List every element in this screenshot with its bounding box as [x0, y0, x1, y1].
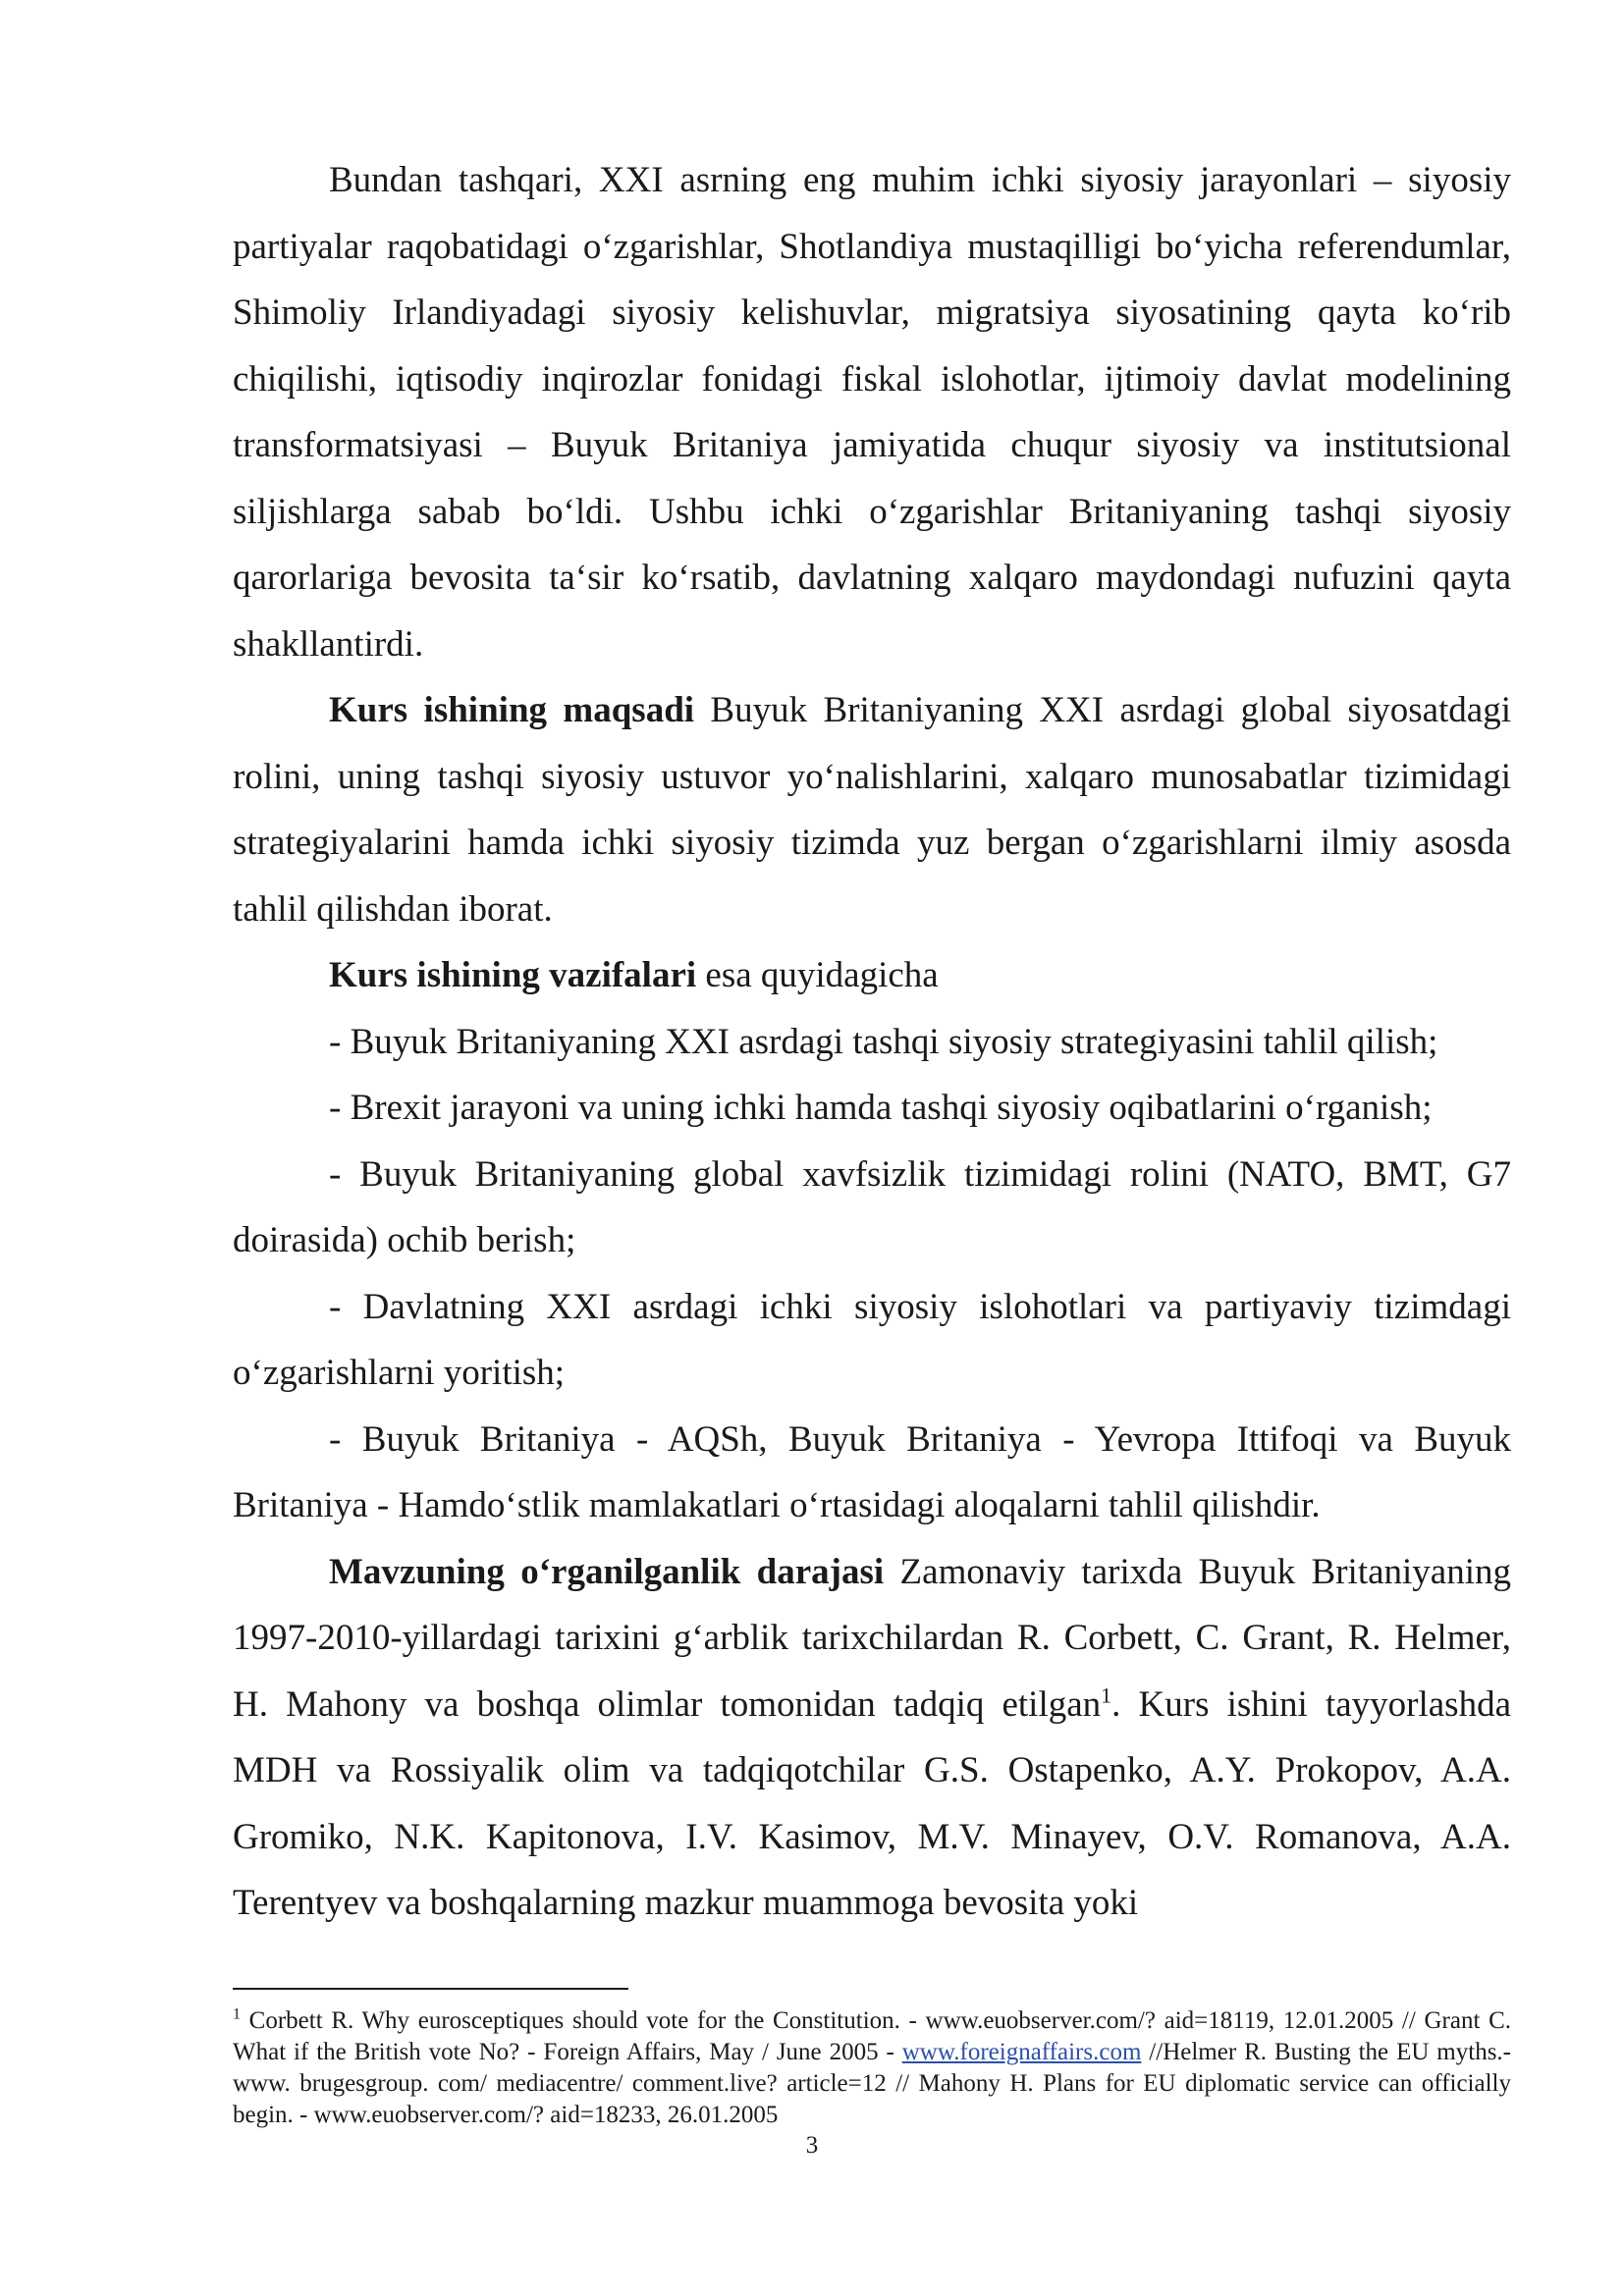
- footnote-link[interactable]: www.foreignaffairs.com: [901, 2039, 1142, 2065]
- task-item-1: - Buyuk Britaniyaning XXI asrdagi tashqi siyosiy strategiyasini tahlil qilish;: [329, 1021, 1438, 1062]
- tasks-heading: Kurs ishining vazifalari: [329, 955, 697, 995]
- paragraph-research-level: [233, 1539, 1511, 1937]
- paragraph-tasks-intro: [233, 942, 1511, 1009]
- footnote: [233, 2005, 1511, 2131]
- footnote-divider: [233, 1988, 628, 1990]
- footnote-text-2: //Helmer R. Busting the EU myths.- www. brugesgroup. com/ mediacentre/ comment.live? article=12 // Mahony H. Plans for EU diplomatic service can officially begin. - www.euobserver.com/? aid=18233, 26.01.2005: [233, 2039, 1511, 2128]
- footnote-text-1: Corbett R. Why eurosceptiques should vote for the Constitution. - www.euobserver.com/? aid=18119, 12.01.2005 // Grant C. What if the British vote No? - Foreign Affairs, May / June 2005 -: [233, 2007, 1511, 2065]
- task-item-5: - Buyuk Britaniya - AQSh, Buyuk Britaniya - Yevropa Ittifoqi va Buyuk Britaniya - Hamdo‘stlik mamlakatlari o‘rtasidagi aloqalarni tahlil qilishdir.: [233, 1418, 1511, 1525]
- research-level-heading: Mavzuning o‘rganilganlik darajasi: [329, 1551, 885, 1592]
- goal-text: Buyuk Britaniyaning XXI asrdagi global siyosatdagi rolini, uning tashqi siyosiy ustuvor yo‘nalishlarini, xalqaro munosabatlar tizimidagi strategiyalarini hamda ichki siyosiy tizimda yuz bergan o‘zgarishlarni ilmiy asosda tahlil qilishdan iborat.: [233, 690, 1512, 930]
- footnote-marker: 1: [233, 2005, 241, 2023]
- footnote-reference[interactable]: 1: [1101, 1682, 1112, 1708]
- research-level-text-1: Zamonaviy tarixda Buyuk Britaniyaning 1997-2010-yillardagi tarixini g‘arblik tarixchilardan R. Corbett, C. Grant, R. Helmer, H. Mahony va boshqa olimlar tomonidan tadqiq etilgan: [233, 1551, 1512, 1725]
- paragraph-goal: [233, 677, 1511, 942]
- page-number: 3: [805, 2132, 819, 2159]
- task-item-3: - Buyuk Britaniyaning global xavfsizlik tizimidagi rolini (NATO, BMT, G7 doirasida) ochib berish;: [233, 1153, 1511, 1260]
- goal-heading: Kurs ishining maqsadi: [329, 690, 695, 730]
- paragraph-intro: Bundan tashqari, XXI asrning eng muhim ichki siyosiy jarayonlari – siyosiy partiyalar raqobatidagi o‘zgarishlar, Shotlandiya mustaqilligi bo‘yicha referendumlar, Shimoliy Irlandiyadagi siyosiy kelishuvlar, migratsiya siyosatining qayta ko‘rib chiqilishi, iqtisodiy inqirozlar fonidagi fiskal islohotlar, ijtimoiy davlat modelining transformatsiyasi – Buyuk Britaniya jamiyatida chuqur siyosiy va institutsional siljishlarga sabab bo‘ldi. Ushbu ichki o‘zgarishlar Britaniyaning tashqi siyosiy qarorlariga bevosita ta‘sir ko‘rsatib, davlatning xalqaro maydondagi nufuzini qayta shakllantirdi.: [233, 160, 1511, 665]
- document-body: [233, 147, 1511, 1937]
- task-item-2: - Brexit jarayoni va uning ichki hamda tashqi siyosiy oqibatlarini o‘rganish;: [329, 1088, 1433, 1128]
- tasks-intro-text: esa quyidagicha: [696, 955, 939, 995]
- research-level-text-2: . Kurs ishini tayyorlashda MDH va Rossiyalik olim va tadqiqotchilar G.S. Ostapenko, A.Y. Prokopov, A.A. Gromiko, N.K. Kapitonova, I.V. Kasimov, M.V. Minayev, O.V. Romanova, A.A. Terentyev va boshqalarning mazkur muammoga bevosita yoki: [233, 1683, 1512, 1923]
- task-item-4: - Davlatning XXI asrdagi ichki siyosiy islohotlari va partiyaviy tizimdagi o‘zgarishlarni yoritish;: [233, 1286, 1511, 1393]
